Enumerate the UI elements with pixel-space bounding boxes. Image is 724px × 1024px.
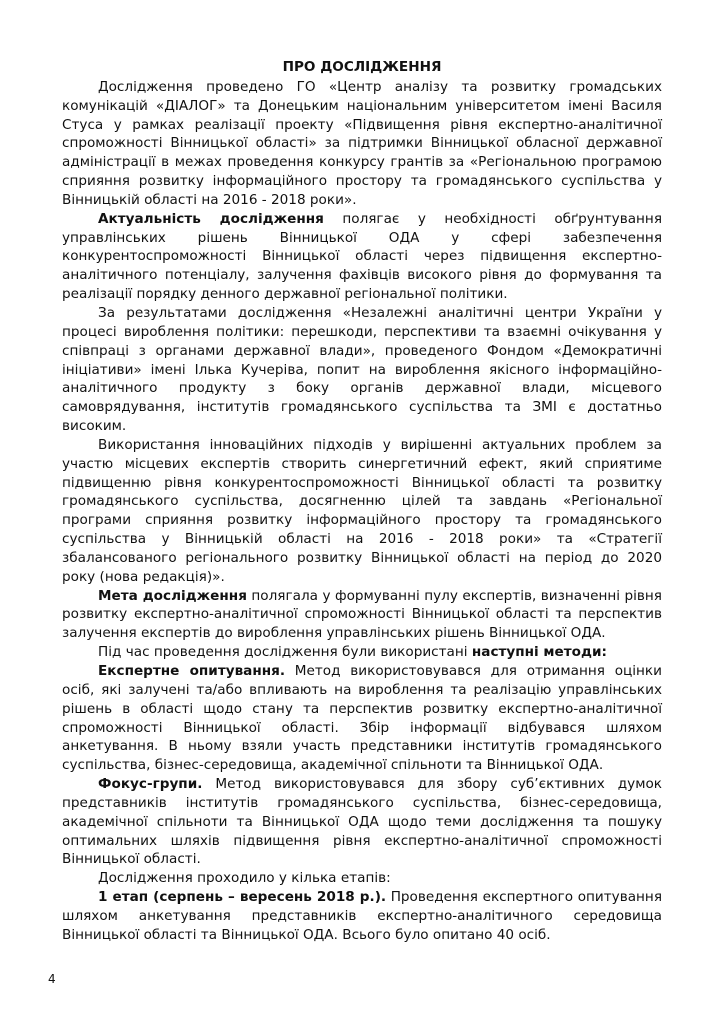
stage-1-text: Проведення експертного опитування шляхом анкетування представників експертно-аналітичного середовища Вінницької області та Вінницької ОДА. Всього було опитано 40 осіб. — [62, 889, 663, 943]
document-page — [62, 58, 662, 945]
paragraph-expert-survey — [62, 662, 662, 775]
expert-survey-text: Метод використовувався для отримання оцінки осіб, які залучені та/або впливають на вироблення та реалізацію управлінських рішень в області щодо стану та перспектив розвитку експертно-аналітичної спроможності Вінницької області. Збір інформації відбувався шляхом анкетування. В ньому взяли участь представники інститутів громадянського суспільства, бізнес-середовища, академічної спільноти та Вінницької ОДА. — [62, 663, 662, 774]
paragraph-about: Дослідження проведено ГО «Центр аналізу та розвитку громадських комунікацій «ДІАЛОГ» та Донецьким національним університетом імені Василя Стуса у рамках реалізації проекту «Підвищення рівня експертно-аналітичної спроможності Вінницької області» за підтримки Вінницької обласної державної адміністрації в межах проведення конкурсу грантів за «Регіональною програмою сприяння розвитку інформаційного простору та громадянського суспільства у Вінницькій області на 2016 - 2018 роки». — [62, 78, 662, 208]
paragraph-focus-groups — [62, 775, 662, 869]
relevance-heading: Актуальність дослідження — [98, 210, 324, 227]
relevance-text: полягає у необхідності обґрунтування управлінських рішень Вінницької ОДА у сфері забезпечення конкурентоспроможності Вінницької області через підвищення експертно-аналітичного потенціалу, залучення фахівців високого рівня до формування та реалізації порядку денного державної регіональної політики. — [62, 210, 662, 303]
focus-groups-text: Метод використовувався для збору суб’єктивних думок представників інститутів громадянського суспільства, бізнес-середовища, академічної спільноти та Вінницької ОДА щодо теми дослідження та пошуку оптимальних шляхів підвищення рівня експертно-аналітичної спроможності Вінницької області. — [62, 776, 662, 868]
page-number: 4 — [48, 972, 56, 986]
paragraph-methods-intro — [62, 643, 662, 662]
paragraph-stages-intro: Дослідження проходило у кілька етапів: — [98, 870, 391, 887]
paragraph-research-results: За результатами дослідження «Незалежні аналітичні центри України у процесі вироблення політики: перешкоди, перспективи та взаємні очікування у співпраці з органами державної влади», проведеного Фондом «Демократичні ініціативи» імені Ілька Кучеріва, попит на вироблення якісного інформаційно-аналітичного продукту з боку органів державної влади, місцевого самоврядування, інститутів громадянського суспільства та ЗМІ є достатньо високим. — [62, 304, 662, 435]
goal-heading: Мета дослідження — [98, 587, 247, 604]
methods-intro-text: Під час проведення дослідження були використані — [98, 644, 472, 661]
paragraph-innovation: Використання інноваційних підходів у вирішенні актуальних проблем за участю місцевих експертів створить синергетичний ефект, який сприятиме підвищенню рівня конкурентоспроможності Вінницької області та розвитку громадянського суспільства, досягненню цілей та завдань «Регіональної програми сприяння розвитку інформаційного простору та громадянського суспільства у Вінницькій області на 2016 - 2018 роки» та «Стратегії збалансованого регіонального розвитку Вінницької області на період до 2020 року (нова редакція)». — [62, 436, 662, 585]
stage-1-heading: 1 етап (серпень – вересень 2018 р.). — [98, 889, 387, 906]
focus-groups-heading: Фокус-групи. — [98, 776, 203, 793]
page-title: ПРО ДОСЛІДЖЕННЯ — [282, 59, 442, 75]
methods-heading: наступні методи: — [471, 644, 607, 661]
paragraph-goal — [62, 587, 662, 644]
paragraph-stage-1 — [62, 888, 662, 945]
paragraph-relevance — [62, 210, 662, 304]
goal-text: полягала у формуванні пулу експертів, визначенні рівня розвитку експертно-аналітичної спроможності Вінницької області та перспектив залучення експертів до вироблення управлінських рішень Вінницької ОДА. — [62, 587, 662, 642]
expert-survey-heading: Експертне опитування. — [98, 663, 286, 679]
